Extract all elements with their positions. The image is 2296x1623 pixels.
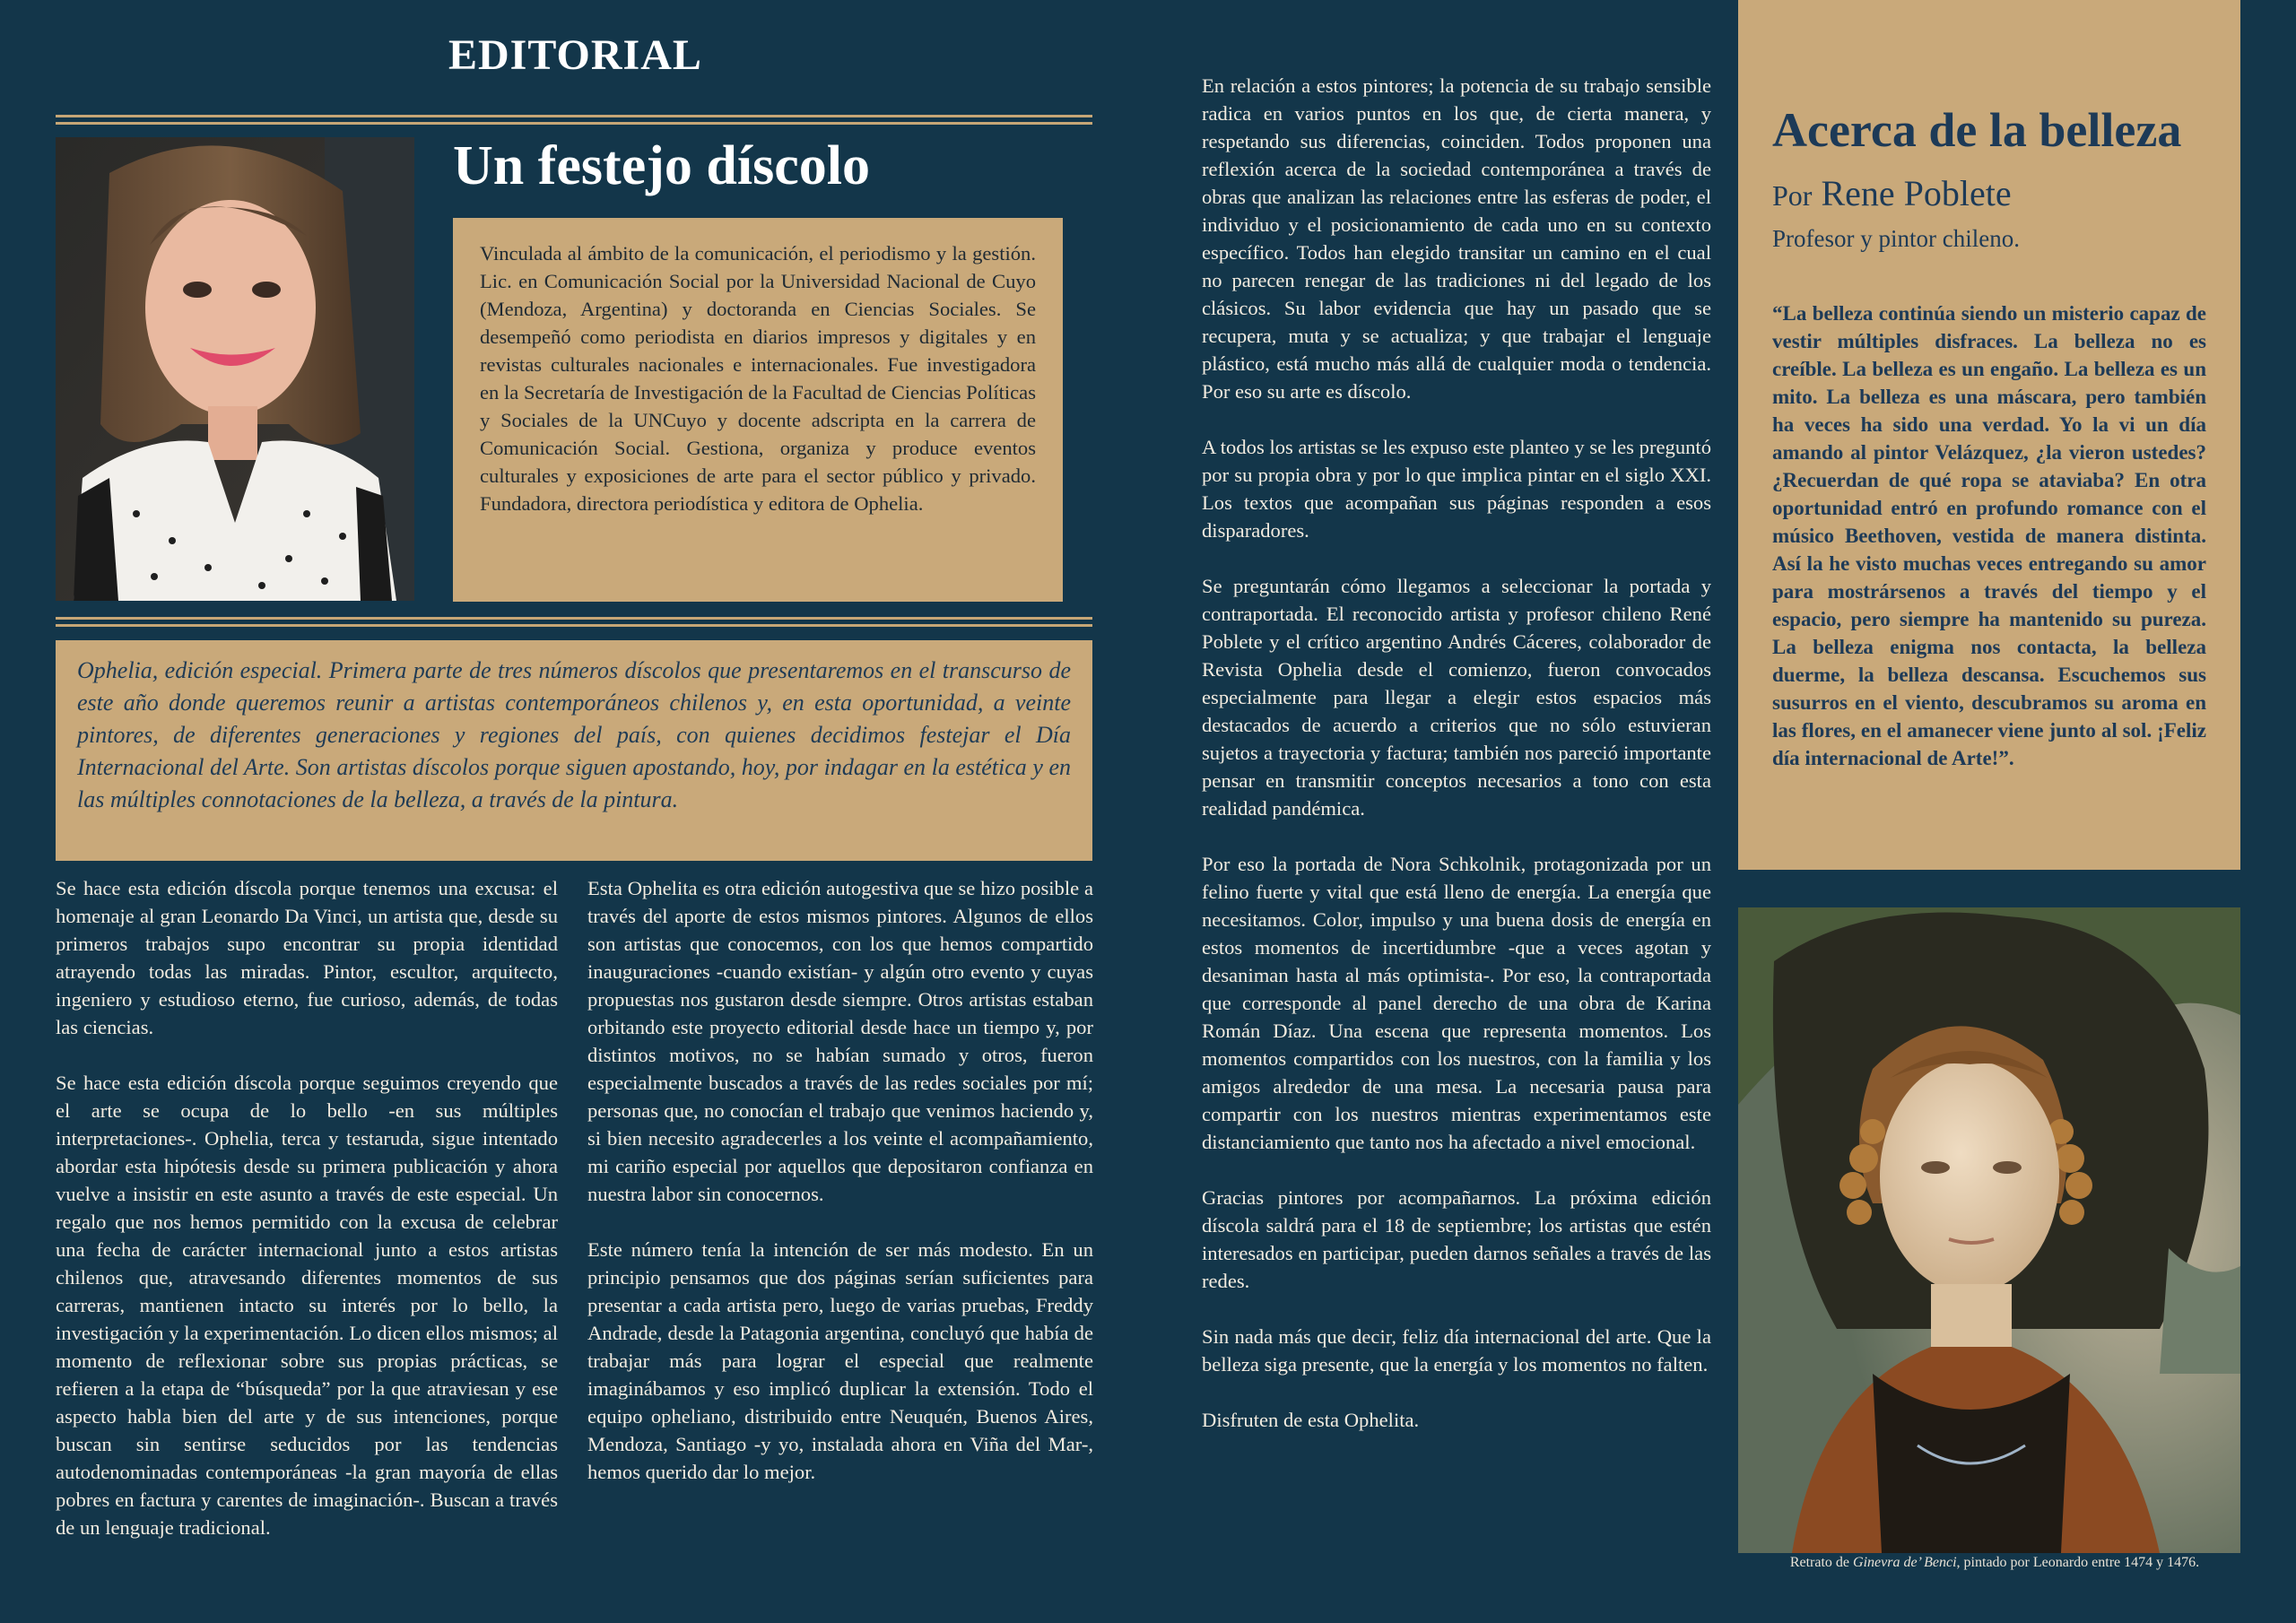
mid-rule-2 xyxy=(56,624,1092,627)
caption-prefix: Retrato de xyxy=(1789,1555,1854,1570)
text-column-1 xyxy=(56,874,558,1569)
mid-rule-1 xyxy=(56,617,1092,620)
text-column-3 xyxy=(1202,72,1711,1462)
author-prefix: Por xyxy=(1772,179,1813,212)
author-photo xyxy=(56,137,414,601)
text-column-2 xyxy=(587,874,1093,1514)
paragraph: En relación a estos pintores; la potencia de su trabajo sensible radica en varios puntos en los que, de cierta manera, y respetando sus diferencias, coinciden. Todos proponen una reflexión acerca de la sociedad contemporánea a través de obras que analizan las relaciones entre las esferas de poder, el individuo y el posicionamiento de cada uno en su contexto específico. Todos han elegido transitar un camino en el cual no parecen renegar de las tradiciones ni del legado de los clásicos. Su labor evidencia que hay un pasado que se recupera, muta y se actualiza; y que trabajar el lenguaje plástico, está mucho más allá de cualquier moda o tendencia. Por eso su arte es díscolo. xyxy=(1202,74,1711,403)
paragraph: Se preguntarán cómo llegamos a seleccionar la portada y contraportada. El reconocido artista y profesor chileno René Poblete y el crítico argentino Andrés Cáceres, colaborador de Revista Ophelia desde el comienzo, fueron convocados especialmente para llegar a elegir estos espacios más destacados de acuerdo a criterios que no sólo estuvieran sujetos a trayectoria y factura; también nos pareció importante pensar en transmitir conceptos necesarios a tono con esta realidad pandémica. xyxy=(1202,575,1711,820)
author-role: Profesor y pintor chileno. xyxy=(1772,225,2020,252)
intro-box: Ophelia, edición especial. Primera parte de tres números díscolos que presentaremos en el transcurso de este año donde queremos reunir a artistas contemporáneos chilenos y, en esta oportunidad, a veinte pintores, de diferentes generaciones y regiones del país, con quienes decidimos festejar el Día Internacional del Arte. Son artistas díscolos porque siguen apostando, hoy, por indagar en la estética y en las múltiples connotaciones de la belleza, a través de la pintura. xyxy=(56,640,1092,861)
article-title: Un festejo díscolo xyxy=(453,135,870,196)
paragraph: Disfruten de esta Ophelita. xyxy=(1202,1409,1420,1431)
top-rule-2 xyxy=(56,122,1092,125)
paragraph: Sin nada más que decir, feliz día internacional del arte. Que la belleza siga presente, que la energía y los momentos no falten. xyxy=(1202,1325,1711,1376)
paragraph: Por eso la portada de Nora Schkolnik, protagonizada por un felino fuerte y vital que está lleno de energía. La energía que necesitamos. Color, impulso y una buena dosis de energía en estos momentos de incertidumbre -que a veces agotan y desaniman hasta al más optimista-. Por eso, la contraportada que corresponde al panel derecho de una obra de Karina Román Díaz. Una escena que representa momentos. Los momentos compartidos con los nuestros, con la familia y los amigos alrededor de una mesa. La necesaria pausa para compartir con los nuestros mientras experimentamos este distanciamiento que tanto nos ha afectado a nivel emocional. xyxy=(1202,853,1711,1153)
paragraph: A todos los artistas se les expuso este planteo y se les preguntó por su propia obra y por lo que implica pintar en el siglo XXI. Los textos que acompañan sus páginas responden a esos disparadores. xyxy=(1202,436,1711,542)
sidebar-box xyxy=(1738,0,2240,870)
author-bio: Vinculada al ámbito de la comunicación, el periodismo y la gestión. Lic. en Comunicación Social por la Universidad Nacional de Cuyo (Mendoza, Argentina) y doctoranda en Ciencias Sociales. Se desempeñó como periodista en diarios impresos y digitales y en revistas culturales nacionales e internacionales. Fue investigadora en la Secretaría de Investigación de la Facultad de Ciencias Políticas y Sociales de la UNCuyo y docente adscripta en la carrera de Comunicación Social. Gestiona, organiza y produce eventos culturales y exposiciones de arte para el sector público y privado. Fundadora, directora periodística y editora de Ophelia. xyxy=(453,218,1063,602)
top-rule-1 xyxy=(56,115,1092,117)
ginevra-portrait xyxy=(1738,907,2240,1553)
paragraph: Este número tenía la intención de ser más modesto. En un principio pensamos que dos páginas serían suficientes para presentar a cada artista pero, luego de varias pruebas, Freddy Andrade, desde la Patagonia argentina, concluyó que había de trabajar más para lograr el especial que realmente imaginábamos y eso implicó duplicar la extensión. Todo el equipo opheliano, distribuido entre Neuquén, Buenos Aires, Mendoza, Santiago -y yo, instalada ahora en Viña del Mar-, hemos querido dar lo mejor. xyxy=(587,1238,1093,1483)
paragraph: Se hace esta edición díscola porque seguimos creyendo que el arte se ocupa de lo bello -en sus múltiples interpretaciones-. Ophelia, terca y testaruda, sigue intentado abordar esta hipótesis desde su primera publicación y ahora vuelve a insistir en este asunto a través de este especial. Un regalo que nos hemos permitido con la excusa de celebrar una fecha de carácter internacional junto a estos artistas chilenos que, atravesando diferentes momentos de sus carreras, mantienen intacto su interés por lo bello, la investigación y la experimentación. Lo dicen ellos mismos; al momento de reflexionar sobre sus propias prácticas, se refieren a la etapa de “búsqueda” por la que atraviesan y ese aspecto habla bien del arte y de sus intenciones, porque buscan sin sentirse seducidos por las tendencias autodenominadas contemporáneas -la gran mayoría de ellas pobres en factura y carentes de imaginación-. Buscan a través de un lenguaje tradicional. xyxy=(56,1072,558,1539)
caption-suffix: , pintado por Leonardo entre 1474 y 1476. xyxy=(1956,1555,2200,1570)
portrait-caption xyxy=(1749,1555,2240,1571)
paragraph: Se hace esta edición díscola porque tenemos una excusa: el homenaje al gran Leonardo Da Vinci, un artista que, desde su primeros trabajos supo encontrar su propia identidad atrayendo todas las miradas. Pintor, escultor, arquitecto, ingeniero y estudioso eterno, fue curioso, además, de todas las ciencias. xyxy=(56,877,558,1038)
section-label: EDITORIAL xyxy=(448,31,702,79)
sidebar-author xyxy=(1772,172,2206,214)
sidebar-quote: “La belleza continúa siendo un misterio capaz de vestir múltiples disfraces. La belleza no es creíble. La belleza es un engaño. La belleza es un mito. La belleza es una máscara, pero también ha veces ha sido una verdad. Yo la vi un día amando al pintor Velázquez, ¿la vieron ustedes? ¿Recuerdan de qué ropa se ataviaba? En otra oportunidad entró en profundo romance con el músico Beethoven, vestida de manera distinta. Así la he visto muchas veces entregando su amor para mostrársenos a través del tiempo y el espacio, pero siempre ha mantenido su pureza. La belleza enigma nos contacta, la belleza duerme, la belleza descansa. Escuchemos sus susurros en el viento, descubramos su aroma en las flores, en el amanecer viene junto al sol. ¡Feliz día internacional de Arte!”. xyxy=(1772,302,2206,769)
author-name: Rene Poblete xyxy=(1821,173,2012,213)
paragraph: Gracias pintores por acompañarnos. La próxima edición díscola saldrá para el 18 de septiembre; los artistas que estén interesados en participar, pueden darnos señales a través de las redes. xyxy=(1202,1186,1711,1292)
sidebar-title: Acerca de la belleza xyxy=(1772,103,2182,157)
paragraph: Esta Ophelita es otra edición autogestiva que se hizo posible a través del aporte de estos mismos pintores. Algunos de ellos son artistas que conocemos, con los que hemos compartido inauguraciones -cuando existían- y algún otro evento y cuyas propuestas nos gustaron desde siempre. Otros artistas estaban orbitando este proyecto editorial desde hace un tiempo y, por distintos motivos, no se habían sumado y otros, fueron especialmente buscados a través de las redes sociales por mí; personas que, no conocían el trabajo que venimos haciendo y, si bien necesito agradecerles a los veinte el acompañamiento, mi cariño especial por aquellos que depositaron confianza en nuestra labor sin conocernos. xyxy=(587,877,1093,1205)
caption-work: Ginevra de’ Benci xyxy=(1853,1555,1957,1570)
